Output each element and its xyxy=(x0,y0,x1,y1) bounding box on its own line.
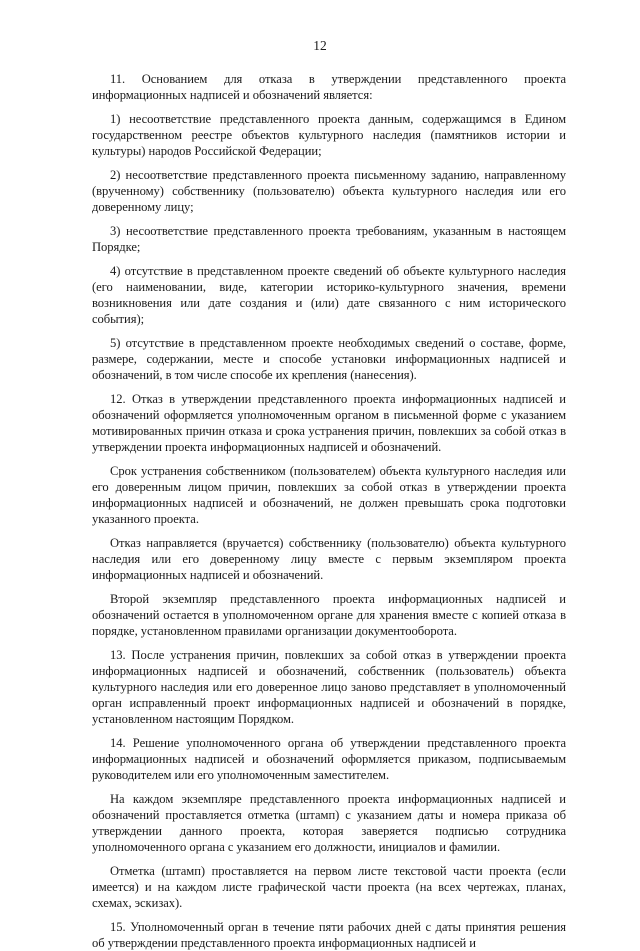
paragraph-12-delivery: Отказ направляется (вручается) собственнику (пользователю) объекта культурного наследия или его доверенному лицу вместе с первым экземпляром проекта информационных надписей и обозначений. xyxy=(92,536,566,582)
paragraph-14-stamp: На каждом экземпляре представленного проекта информационных надписей и обозначений проставляется отметка (штамп) с указанием даты и номера приказа об утверждении данного проекта, которая заверяется подписью сотрудника уполномоченного органа с указанием его должности, инициалов и фамилии. xyxy=(92,792,566,854)
paragraph-13: 13. После устранения причин, повлекших за собой отказ в утверждении проекта информационных надписей и обозначений, собственник (пользователь) объекта культурного наследия или его доверенное лицо заново представляет в уполномоченный орган исправленный проект информационных надписей и обозначений в порядке, установленном настоящим Порядком. xyxy=(92,648,566,726)
paragraph-14: 14. Решение уполномоченного органа об утверждении представленного проекта информационных надписей и обозначений оформляется приказом, подписываемым руководителем или его уполномоченным заместителем. xyxy=(92,736,566,782)
paragraph-14-stamp-placement: Отметка (штамп) проставляется на первом листе текстовой части проекта (если имеется) и на каждом листе графической части проекта (на всех чертежах, планах, схемах, эскизах). xyxy=(92,864,566,910)
paragraph-11: 11. Основанием для отказа в утверждении представленного проекта информационных надписей и обозначений является: xyxy=(92,72,566,102)
paragraph-11-item-4: 4) отсутствие в представленном проекте сведений об объекте культурного наследия (его наименовании, виде, категории историко-культурного значения, времени возникновения или дате создания и (или) дате связанного с ним исторического события); xyxy=(92,264,566,326)
paragraph-12-second-copy: Второй экземпляр представленного проекта информационных надписей и обозначений остается в уполномоченном органе для хранения вместе с копией отказа в порядке, установленном правилами организации документооборота. xyxy=(92,592,566,638)
paragraph-11-item-3: 3) несоответствие представленного проекта требованиям, указанным в настоящем Порядке; xyxy=(92,224,566,254)
page-number: 12 xyxy=(313,38,327,53)
document-body xyxy=(92,71,566,951)
paragraph-11-item-2: 2) несоответствие представленного проекта письменному заданию, направленному (врученному) собственнику (пользователю) объекта культурного наследия или его доверенному лицу; xyxy=(92,168,566,214)
paragraph-15: 15. Уполномоченный орган в течение пяти рабочих дней с даты принятия решения об утверждении представленного проекта информационных надписей и xyxy=(92,920,566,950)
paragraph-11-item-1: 1) несоответствие представленного проекта данным, содержащимся в Едином государственном реестре объектов культурного наследия (памятников истории и культуры) народов Российской Федерации; xyxy=(92,112,566,158)
paragraph-11-item-5: 5) отсутствие в представленном проекте необходимых сведений о составе, форме, размере, содержании, месте и способе установки информационных надписей и обозначений, в том числе способе их крепления (нанесения). xyxy=(92,336,566,382)
paragraph-12: 12. Отказ в утверждении представленного проекта информационных надписей и обозначений оформляется уполномоченным органом в письменной форме с указанием мотивированных причин отказа и срока устранения причин, повлекших за собой отказ в утверждении проекта информационных надписей и обозначений. xyxy=(92,392,566,454)
paragraph-12-deadline: Срок устранения собственником (пользователем) объекта культурного наследия или его доверенным лицом причин, повлекших за собой отказ в утверждении проекта информационных надписей и обозначений, не должен превышать срока подготовки указанного проекта. xyxy=(92,464,566,526)
